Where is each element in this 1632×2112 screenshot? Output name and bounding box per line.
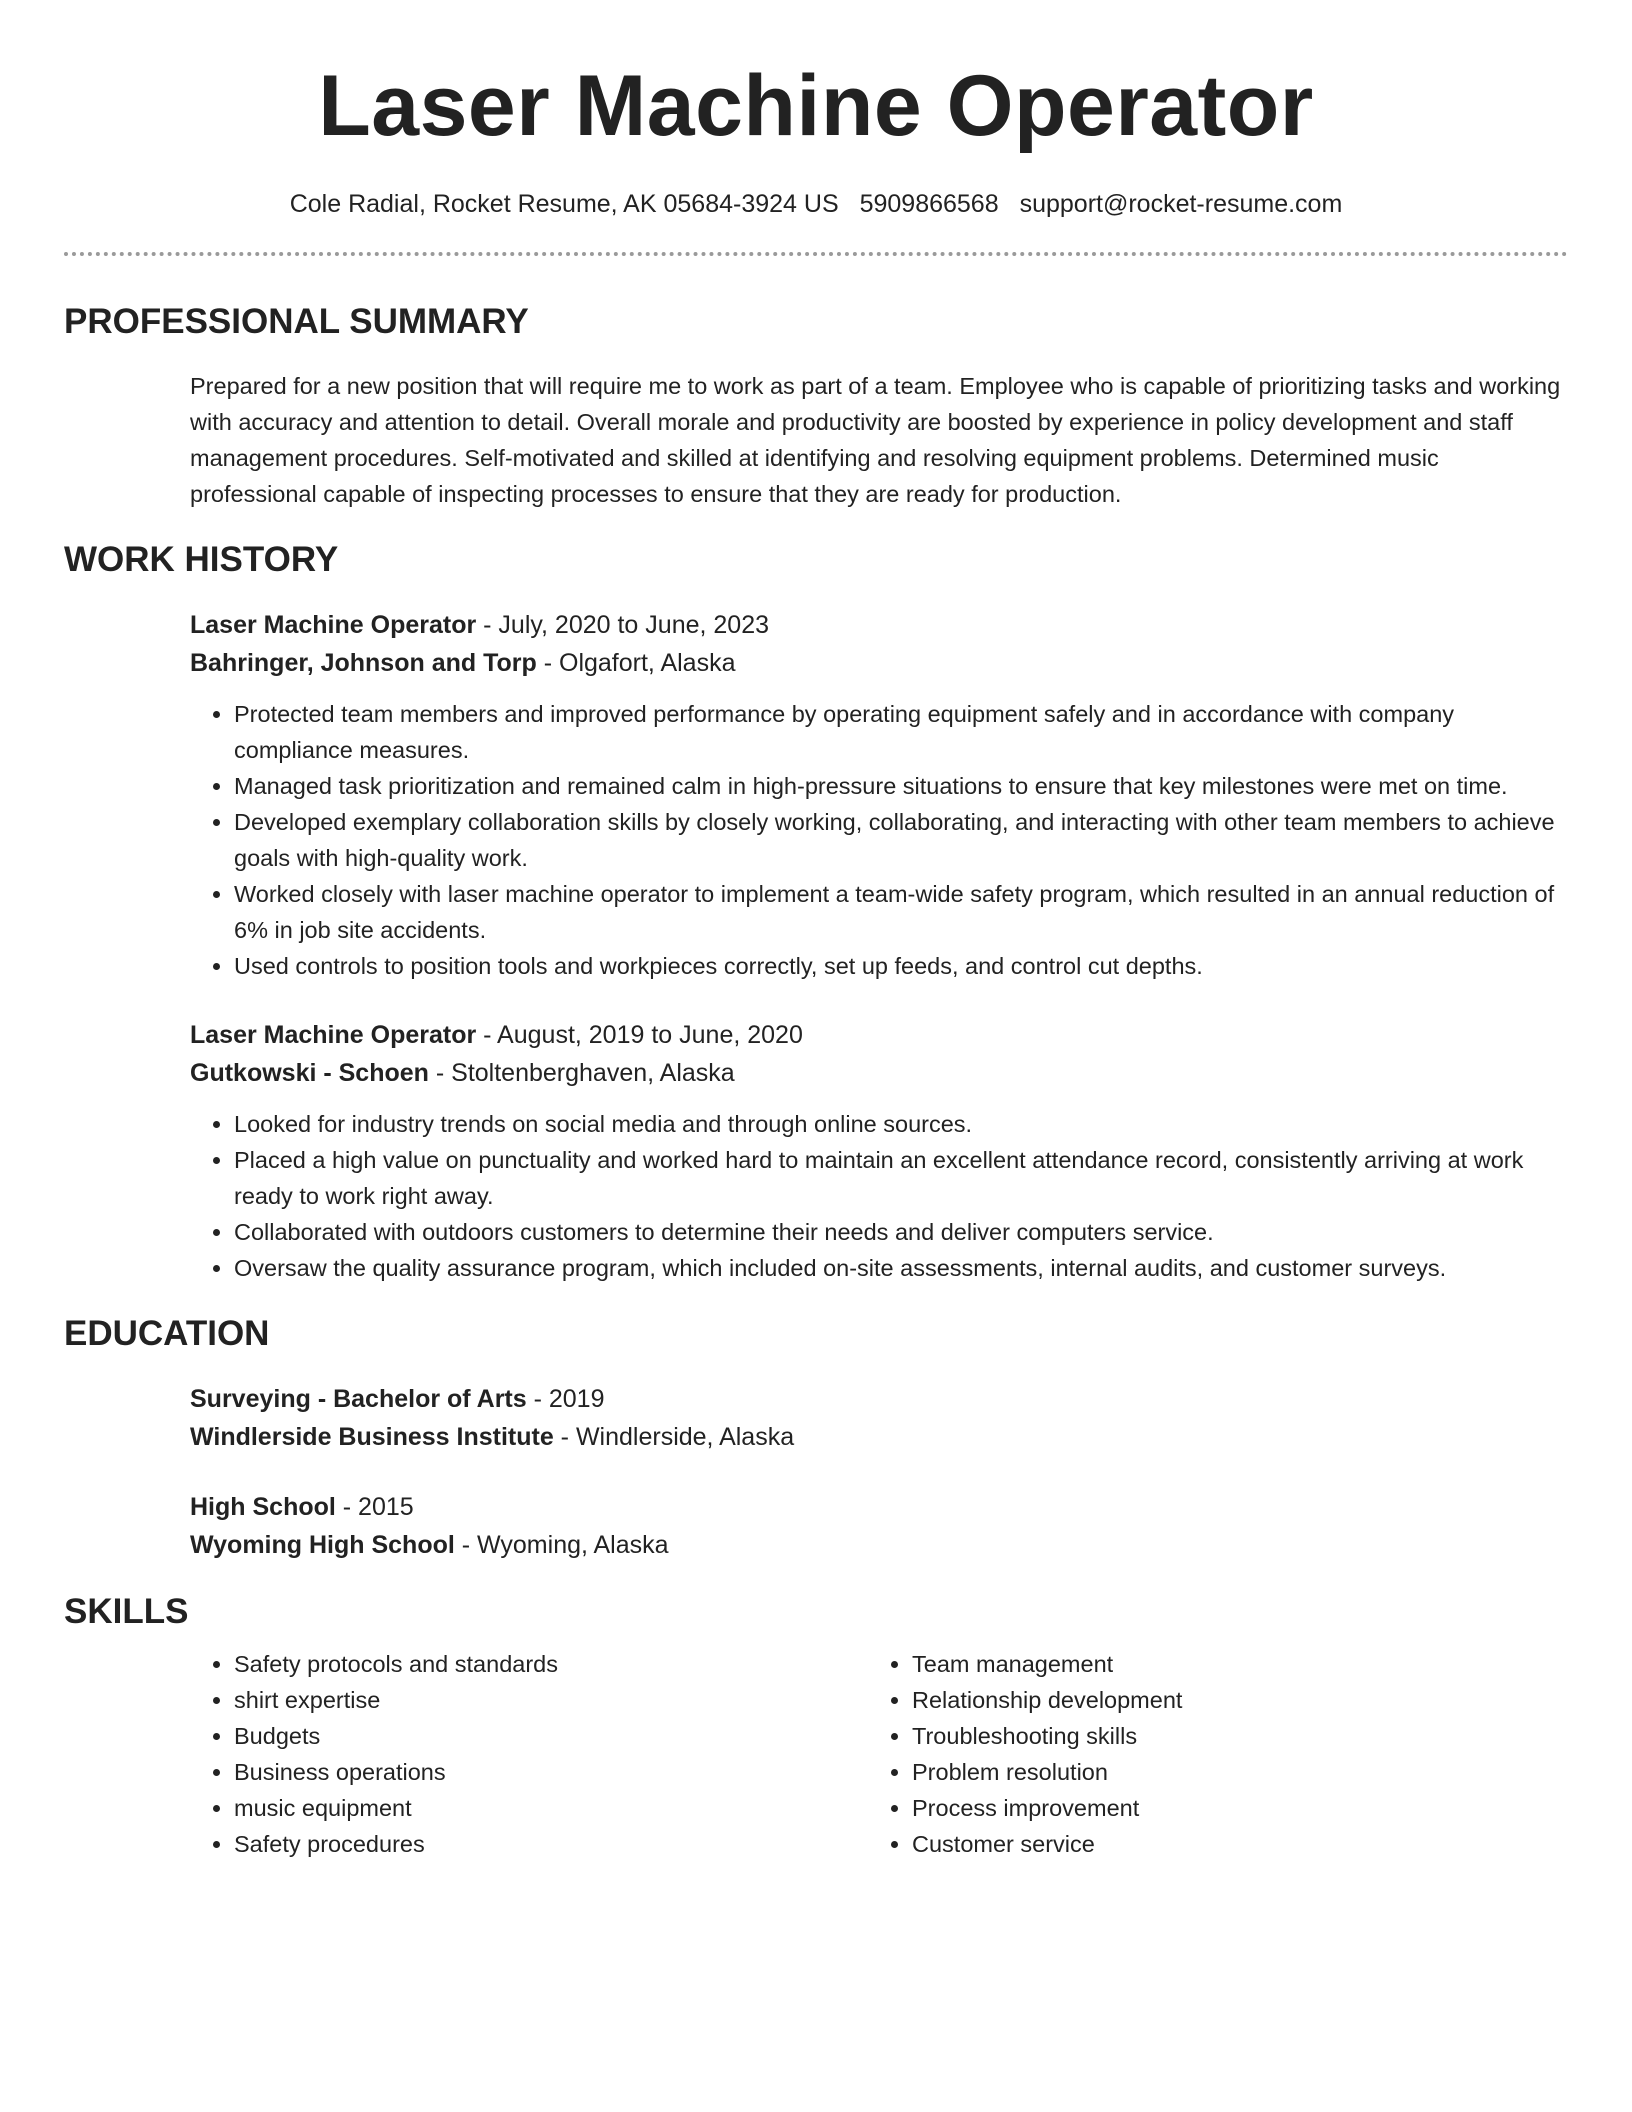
work-history-section xyxy=(64,538,1568,1286)
skill-item: • Safety protocols and standards xyxy=(234,1646,868,1682)
job-title-line xyxy=(190,1016,1568,1054)
job-bullets xyxy=(190,1106,1568,1286)
job-bullet: • Worked closely with laser machine operator to implement a team-wide safety program, which resulted in an annual reduction of 6% in job site accidents. xyxy=(234,876,1568,948)
education-entry xyxy=(190,1488,1568,1564)
skills-columns xyxy=(190,1646,1568,1862)
skill-item: • Team management xyxy=(912,1646,1546,1682)
contact-phone: 5909866568 xyxy=(859,190,999,218)
education-year: - 2019 xyxy=(526,1385,605,1413)
skill-item: • Budgets xyxy=(234,1718,868,1754)
education-location: - Windlerside, Alaska xyxy=(553,1423,795,1451)
education-school-line xyxy=(190,1418,1568,1456)
job-company: Gutkowski - Schoen xyxy=(190,1059,429,1087)
job-role: Laser Machine Operator xyxy=(190,1021,477,1049)
summary-text: Prepared for a new position that will require me to work as part of a team. Employee who is capable of prioritizing tasks and working with accuracy and attention to detail. Overall morale and productivity are boosted by experience in policy development and staff management procedures. Self-motivated and skilled at identifying and resolving equipment problems. Determined music professional capable of inspecting processes to ensure that they are ready for production. xyxy=(190,373,1561,507)
education-degree-line xyxy=(190,1380,1568,1418)
job-location: - Olgafort, Alaska xyxy=(536,649,736,677)
education-year: - 2015 xyxy=(335,1493,414,1521)
job-bullet: • Oversaw the quality assurance program, which included on-site assessments, internal audits, and customer surveys. xyxy=(234,1250,1568,1286)
education-degree-line xyxy=(190,1488,1568,1526)
education-school-line xyxy=(190,1526,1568,1564)
skills-list-left xyxy=(190,1646,868,1862)
job-dates: - August, 2019 to June, 2020 xyxy=(476,1021,803,1049)
header-divider xyxy=(64,252,1568,256)
job-bullet: • Placed a high value on punctuality and worked hard to maintain an excellent attendance record, consistently arriving at work ready to work right away. xyxy=(234,1142,1568,1214)
education-section xyxy=(64,1312,1568,1564)
job-bullet: • Developed exemplary collaboration skills by closely working, collaborating, and interacting with other team members to achieve goals with high-quality work. xyxy=(234,804,1568,876)
contact-line xyxy=(64,186,1568,222)
education-title: EDUCATION xyxy=(64,1314,270,1353)
skills-section xyxy=(64,1590,1568,1862)
skill-item: • Customer service xyxy=(912,1826,1546,1862)
education-degree: Surveying - Bachelor of Arts xyxy=(190,1385,527,1413)
summary-section xyxy=(64,300,1568,512)
job-bullet: • Managed task prioritization and remained calm in high-pressure situations to ensure that key milestones were met on time. xyxy=(234,768,1568,804)
education-location: - Wyoming, Alaska xyxy=(454,1531,669,1559)
contact-email[interactable]: support@rocket-resume.com xyxy=(1019,190,1343,218)
skill-item: • Business operations xyxy=(234,1754,868,1790)
work-history-title: WORK HISTORY xyxy=(64,540,339,579)
contact-address: Cole Radial, Rocket Resume, AK 05684-3924 US xyxy=(289,190,839,218)
job-role: Laser Machine Operator xyxy=(190,611,477,639)
job-entry xyxy=(190,1016,1568,1286)
skill-item: • Safety procedures xyxy=(234,1826,868,1862)
job-bullet: • Collaborated with outdoors customers to determine their needs and deliver computers service. xyxy=(234,1214,1568,1250)
skill-item: • music equipment xyxy=(234,1790,868,1826)
job-dates: - July, 2020 to June, 2023 xyxy=(476,611,770,639)
skill-item: • Process improvement xyxy=(912,1790,1546,1826)
skill-item: • shirt expertise xyxy=(234,1682,868,1718)
job-company: Bahringer, Johnson and Torp xyxy=(190,649,537,677)
skills-column-left xyxy=(190,1646,868,1862)
skills-column-right xyxy=(868,1646,1546,1862)
skills-title: SKILLS xyxy=(64,1592,189,1631)
resume-header xyxy=(64,0,1568,256)
resume-name: Laser Machine Operator xyxy=(318,58,1314,154)
job-bullets xyxy=(190,696,1568,984)
job-location: - Stoltenberghaven, Alaska xyxy=(428,1059,735,1087)
job-company-line xyxy=(190,1054,1568,1092)
skill-item: • Problem resolution xyxy=(912,1754,1546,1790)
job-company-line xyxy=(190,644,1568,682)
skill-item: • Troubleshooting skills xyxy=(912,1718,1546,1754)
job-entry xyxy=(190,606,1568,984)
education-school: Wyoming High School xyxy=(190,1531,455,1559)
education-school: Windlerside Business Institute xyxy=(190,1423,554,1451)
skills-list-right xyxy=(868,1646,1546,1862)
education-entry xyxy=(190,1380,1568,1456)
job-bullet: • Used controls to position tools and workpieces correctly, set up feeds, and control cut depths. xyxy=(234,948,1568,984)
skill-item: • Relationship development xyxy=(912,1682,1546,1718)
summary-title: PROFESSIONAL SUMMARY xyxy=(64,302,529,341)
job-bullet: • Protected team members and improved performance by operating equipment safely and in accordance with company compliance measures. xyxy=(234,696,1568,768)
education-degree: High School xyxy=(190,1493,336,1521)
job-title-line xyxy=(190,606,1568,644)
job-bullet: • Looked for industry trends on social media and through online sources. xyxy=(234,1106,1568,1142)
